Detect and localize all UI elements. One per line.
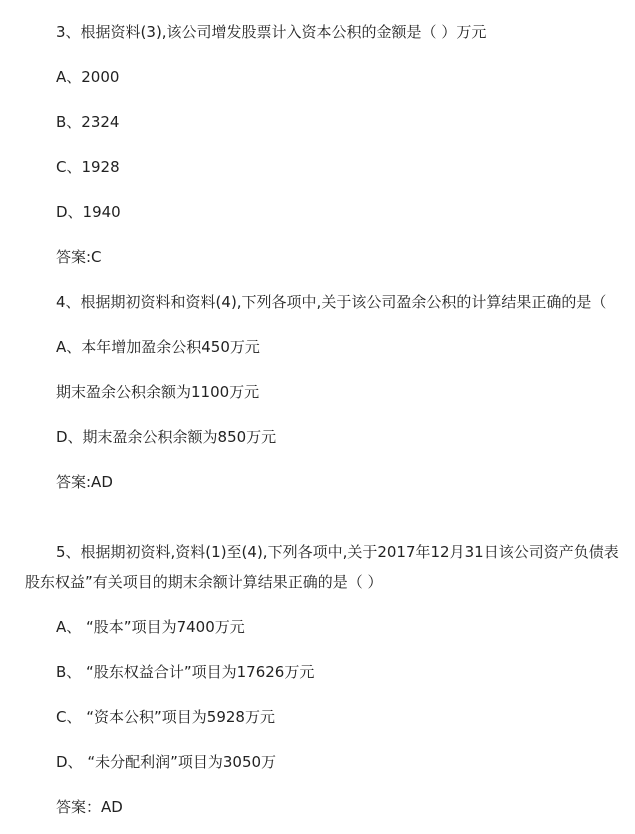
question-5-answer: 答案：AD — [56, 798, 123, 816]
question-4-text: 4、根据期初资料和资料(4),下列各项中,关于该公司盈余公积的计算结果正确的是（ — [56, 293, 607, 311]
question-3-option-c: C、1928 — [56, 158, 120, 176]
question-3-option-b: B、2324 — [56, 113, 120, 131]
question-3-option-a: A、2000 — [56, 68, 120, 86]
question-4-option-a: A、本年增加盈余公积450万元 — [56, 338, 260, 356]
question-4-option-d: D、期末盈余公积余额为850万元 — [56, 428, 277, 446]
question-4-answer: 答案:AD — [56, 473, 113, 491]
question-4-option-b: 期末盈余公积余额为1100万元 — [56, 383, 260, 401]
question-5-text-line-2: 股东权益”有关项目的期末余额计算结果正确的是（ ） — [25, 573, 383, 591]
question-5-option-d: D、 “未分配利润”项目为3050万 — [56, 753, 277, 771]
question-3-option-d: D、1940 — [56, 203, 121, 221]
question-3-answer: 答案:C — [56, 248, 102, 266]
question-5-text-line-1: 5、根据期初资料,资料(1)至(4),下列各项中,关于2017年12月31日该公司资产负债表 — [56, 543, 619, 561]
question-5-option-c: C、 “资本公积”项目为5928万元 — [56, 708, 275, 726]
question-5-option-b: B、 “股东权益合计”项目为17626万元 — [56, 663, 315, 681]
question-3-text: 3、根据资料(3),该公司增发股票计入资本公积的金额是（ ）万元 — [56, 23, 487, 41]
question-5-option-a: A、 “股本”项目为7400万元 — [56, 618, 245, 636]
